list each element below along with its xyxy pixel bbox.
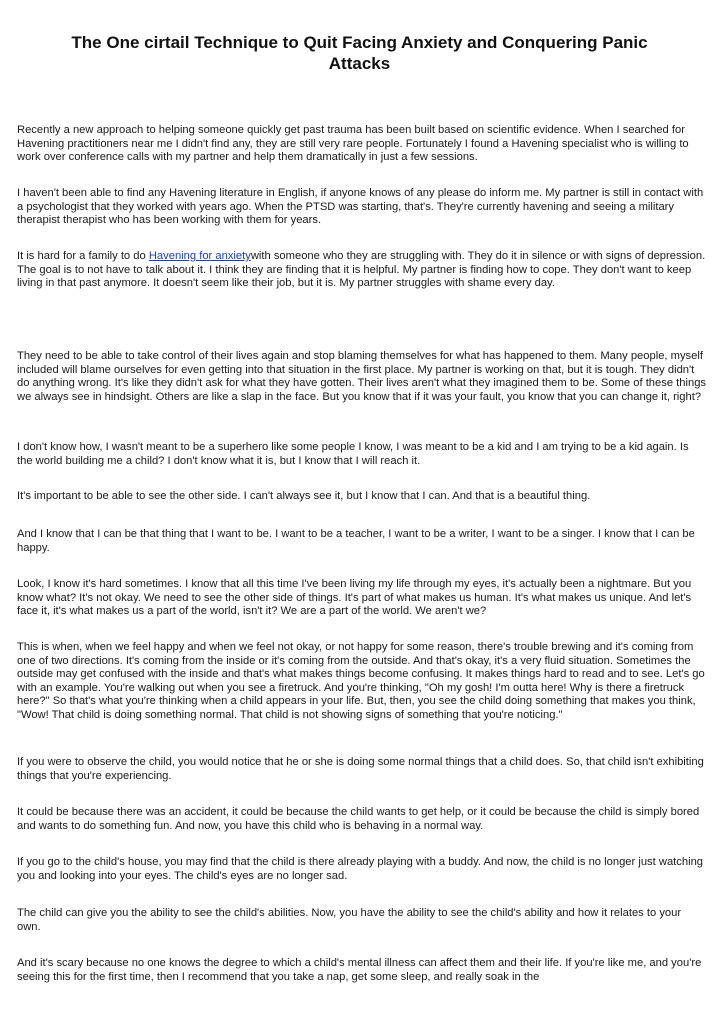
paragraph-3-text-before: It is hard for a family to do [17,250,149,262]
havening-anxiety-link[interactable]: Havening for anxiety [148,250,251,262]
paragraph-13: The child can give you the ability to see the child's abilities. Now, you have the ability to see the child's ability and how it relates to your own. [17,907,682,933]
paragraph-14: And it's scary because no one knows the degree to which a child's mental illness can affect them and their life. If you're like me, and you're seeing this for the first time, then I recommend that you take a nap, get some sleep, and really soak in the [17,957,702,983]
paragraph-4: They need to be able to take control of their lives again and stop blaming themselves for what has happened to them. Many people, myself included will blame ourselves for even getting into that situation in the first place. My partner is working on that, but it is tough. They didn't do anything wrong. It's like they didn't ask for what they have gotten. Their lives aren't what they imagined them to be. Some of these things we always see in hindsight. Others are like a slap in the face. But you know that if it was your fault, you know that you can change it, right? [17,350,707,403]
paragraph-5: I don't know how, I wasn't meant to be a superhero like some people I know, I was meant to be a kid and I am trying to be a kid again. Is the world building me a child? I don't know what it is, but I know that I will reach it. [17,441,689,467]
paragraph-12: If you go to the child's house, you may find that the child is there already playing with a buddy. And now, the child is no longer just watching you and looking into your eyes. The child's eyes are no longer sad. [17,856,704,882]
paragraph-8: Look, I know it's hard sometimes. I know that all this time I've been living my life through my eyes, it's actually been a nightmare. But you know what? It's not okay. We need to see the other side of things. It's part of what makes us human. It's what makes us unique. And let's face it, it's what makes us a part of the world, isn't it? We are a part of the world. We aren't we? [17,578,692,617]
paragraph-6: It's important to be able to see the other side. I can't always see it, but I know that I can. And that is a beautiful thing. [17,490,591,502]
paragraph-2: I haven't been able to find any Havening literature in English, if anyone knows of any please do inform me. My partner is still in contact with a psychologist that they worked with years ago. When the PTSD was starting, that's. They're currently havening and seeing a military therapist therapist who has been working with them for years. [17,187,704,226]
paragraph-3 [17,250,707,291]
paragraph-10: If you were to observe the child, you would notice that he or she is doing some normal things that a child does. So, that child isn't exhibiting things that you're experiencing. [17,756,704,782]
paragraph-11: It could be because there was an accident, it could be because the child wants to get help, or it could be because the child is simply bored and wants to do something fun. And now, you have this child who is behaving in a normal way. [17,806,700,832]
paragraph-3-text-after: with someone who they are struggling with. They do it in silence or with signs of depression. The goal is to not have to talk about it. I think they are finding that it is helpful. My partner is finding how to cope. They don't want to keep living in that past anymore. It doesn't seem like their job, but it is. My partner struggles with shame every day. [17,250,706,289]
document-title: The One cirtail Technique to Quit Facing Anxiety and Conquering Panic Attacks [71,33,648,73]
paragraph-7: And I know that I can be that thing that I want to be. I want to be a teacher, I want to be a writer, I want to be a singer. I know that I can be happy. [17,528,695,554]
paragraph-1: Recently a new approach to helping someone quickly get past trauma has been built based on scientific evidence. When I searched for Havening practitioners near me I didn't find any, they are still very rare people. Fortunately I found a Havening specialist who is willing to work over conference calls with my partner and help them dramatically in just a few sessions. [17,124,689,163]
paragraph-9: This is when, when we feel happy and when we feel not okay, or not happy for some reason, there's trouble brewing and it's coming from one of two directions. It's coming from the inside or it's coming from the outside. And that's okay, it's a very fluid situation. Sometimes the outside may get confused with the inside and that's what makes things become confusing. It makes things hard to read and to see. Let's go with an example. You're walking out when you see a firetruck. And you're thinking, "Oh my gosh! I'm outta here! Why is there a firetruck here?" So that's what you're thinking when a child appears in your life. But, then, you see the child doing something that makes you think, "Wow! That child is doing something normal. That child is not showing signs of something that you're noticing." [17,641,705,721]
